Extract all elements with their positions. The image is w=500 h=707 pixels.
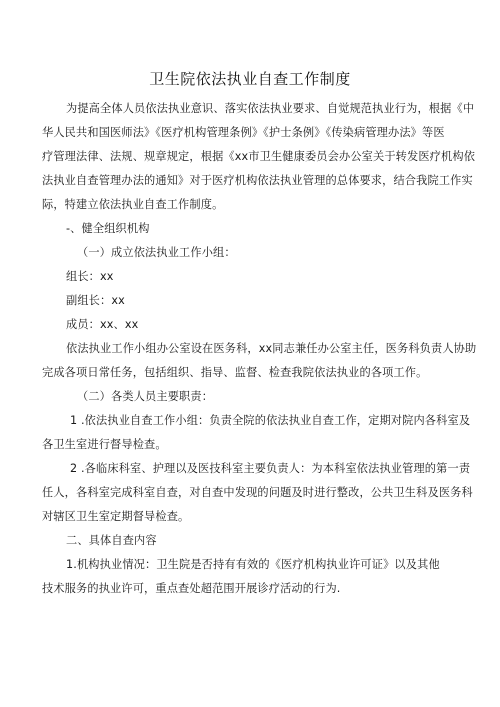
leader-line: 组长：xx [66, 270, 114, 283]
intro-line: 华人民共和国医师法》《医疗机构管理条例》《护士条例》《传染病管理办法》等医 [42, 126, 445, 139]
office-line: 完成各项日常任务，包括组织、指导、监督、检查我院依法执业的各项工作。 [42, 366, 428, 379]
duty-line: 1 .依法执业自查工作小组：负责全院的依法执业自查工作，定期对院内各科室及 [70, 414, 471, 427]
subsection-heading: （一）成立依法执业工作小组： [77, 246, 236, 259]
subsection-heading: （二）各类人员主要职责： [77, 390, 214, 403]
duty-line: 对辖区卫生室定期督导检查。 [42, 510, 190, 523]
intro-line: 际，特建立依法执业自查工作制度。 [42, 198, 224, 211]
intro-line: 法执业自查管理办法的通知》对于医疗机构依法执业管理的总体要求，结合我院工作实 [42, 174, 473, 187]
content-item-line: 1.机构执业情况：卫生院是否持有有效的《医疗机构执业许可证》以及其他 [66, 558, 440, 571]
section-heading: 二、具体自查内容 [66, 534, 157, 547]
office-line: 依法执业工作小组办公室设在医务科，xx同志兼任办公室主任，医务科负责人协助 [66, 342, 477, 355]
content-item-line: 技术服务的执业许可，重点查处超范围开展诊疗活动的行为. [42, 582, 341, 595]
deputy-line: 副组长：xx [66, 294, 125, 307]
section-heading: -、健全组织机构 [66, 222, 150, 235]
duty-line: 2 .各临床科室、护理以及医技科室主要负责人：为本科室依法执业管理的第一责 [70, 462, 471, 475]
duty-line: 任人，各科室完成科室自查，对自查中发现的问题及时进行整改，公共卫生科及医务科 [42, 486, 473, 499]
members-line: 成员：xx、xx [66, 318, 139, 331]
intro-line: 疗管理法律、法规、规章规定，根据《xx市卫生健康委员会办公室关于转发医疗机构依 [42, 150, 476, 163]
intro-line: 为提高全体人员依法执业意识、落实依法执业要求、自觉规范执业行为，根据《中 [66, 102, 475, 115]
document-title: 卫生院依法执业自查工作制度 [149, 70, 351, 88]
duty-line: 各卫生室进行督导检查。 [42, 438, 167, 451]
